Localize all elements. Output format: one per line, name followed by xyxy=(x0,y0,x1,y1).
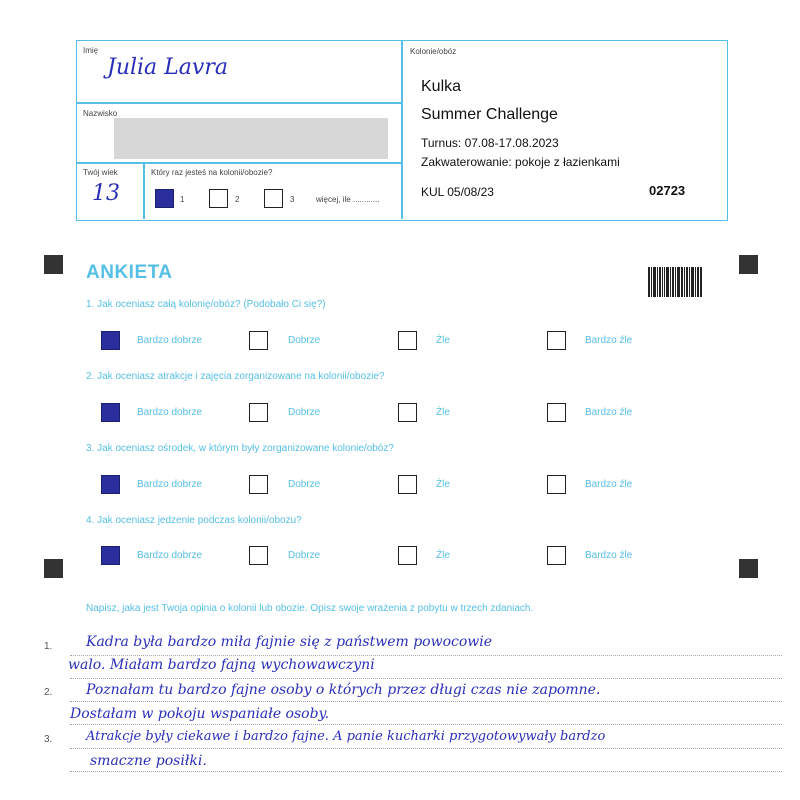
option-label: Dobrze xyxy=(288,479,321,490)
answer-line xyxy=(70,701,782,702)
q3-option-zle-checkbox[interactable] xyxy=(398,475,417,494)
answer-text: Kadra była bardzo miła fajnie się z państwem powocowie xyxy=(86,634,493,650)
header-rule xyxy=(77,102,401,104)
q3-option-bardzo-dobrze-checkbox[interactable] xyxy=(101,475,120,494)
visit-count-label: Który raz jesteś na kolonii/obozie? xyxy=(151,168,273,177)
q2-option-bardzo-zle-checkbox[interactable] xyxy=(547,403,566,422)
option-label: Bardzo źle xyxy=(585,407,633,418)
line-number: 1. xyxy=(44,641,53,652)
answer-text: Poznałam tu bardzo fajne osoby o których przez długi czas nie zapomne. xyxy=(86,682,601,698)
question-2: 2. Jak oceniasz atrakcje i zajęcia zorganizowane na kolonii/obozie? xyxy=(86,371,385,382)
option-label: Dobrze xyxy=(288,550,321,561)
q4-option-bardzo-dobrze-checkbox[interactable] xyxy=(101,546,120,565)
visit-count-option: 3 xyxy=(290,195,295,204)
answer-line xyxy=(70,655,782,656)
form-number: 02723 xyxy=(649,183,686,198)
visit-count-checkbox-2[interactable] xyxy=(209,189,228,208)
option-label: Bardzo źle xyxy=(585,335,633,346)
accommodation: Zakwaterowanie: pokoje z łazienkami xyxy=(421,155,620,169)
name-value: Julia Lavra xyxy=(107,55,228,80)
camp-program: Summer Challenge xyxy=(421,106,558,123)
camp-label: Kolonie/obóz xyxy=(410,47,457,56)
answer-line xyxy=(70,724,782,725)
option-label: Bardzo źle xyxy=(585,550,633,561)
age-value: 13 xyxy=(92,181,120,206)
registration-marker xyxy=(739,559,758,578)
q1-option-zle-checkbox[interactable] xyxy=(398,331,417,350)
barcode xyxy=(648,267,702,297)
answer-text: Dostałam w pokoju wspaniałe osoby. xyxy=(70,706,330,722)
registration-marker xyxy=(44,255,63,274)
header-rule xyxy=(77,162,401,164)
line-number: 3. xyxy=(44,734,53,745)
opinion-prompt: Napisz, jaka jest Twoja opinia o kolonii lub obozie. Opisz swoje wrażenia z pobytu w trzech zdaniach. xyxy=(86,603,534,614)
option-label: Bardzo dobrze xyxy=(137,479,203,490)
option-label: Dobrze xyxy=(288,407,321,418)
question-1: 1. Jak oceniasz całą kolonię/obóz? (Podobało Ci się?) xyxy=(86,299,326,310)
q4-option-zle-checkbox[interactable] xyxy=(398,546,417,565)
option-label: Bardzo źle xyxy=(585,479,633,490)
registration-marker xyxy=(44,559,63,578)
visit-count-option: 1 xyxy=(180,195,185,204)
option-label: Dobrze xyxy=(288,335,321,346)
q1-option-bardzo-dobrze-checkbox[interactable] xyxy=(101,331,120,350)
camp-name: Kulka xyxy=(421,78,462,95)
answer-line xyxy=(70,678,782,679)
answer-text: walo. Miałam bardzo fajną wychowawczyni xyxy=(68,657,375,673)
answer-text: Atrakcje były ciekawe i bardzo fajne. A panie kucharki przygotowywały bardzo xyxy=(86,729,606,744)
question-3: 3. Jak oceniasz ośrodek, w którym były zorganizowane kolonie/obóz? xyxy=(86,443,394,454)
redacted-surname xyxy=(114,118,388,159)
answer-line xyxy=(70,748,782,749)
q1-option-dobrze-checkbox[interactable] xyxy=(249,331,268,350)
visit-count-option: 2 xyxy=(235,195,240,204)
visit-count-option: więcej, ile ............ xyxy=(316,195,380,204)
option-label: Bardzo dobrze xyxy=(137,407,203,418)
age-label: Twój wiek xyxy=(83,168,118,177)
option-label: Źle xyxy=(436,550,450,561)
q2-option-dobrze-checkbox[interactable] xyxy=(249,403,268,422)
visit-count-checkbox-1[interactable] xyxy=(155,189,174,208)
option-label: Bardzo dobrze xyxy=(137,335,203,346)
camp-code: KUL 05/08/23 xyxy=(421,185,494,199)
q3-option-dobrze-checkbox[interactable] xyxy=(249,475,268,494)
visit-count-checkbox-3[interactable] xyxy=(264,189,283,208)
q2-option-zle-checkbox[interactable] xyxy=(398,403,417,422)
survey-title: ANKIETA xyxy=(86,262,173,283)
option-label: Źle xyxy=(436,479,450,490)
q3-option-bardzo-zle-checkbox[interactable] xyxy=(547,475,566,494)
answer-text: smaczne posiłki. xyxy=(90,753,207,769)
option-label: Źle xyxy=(436,335,450,346)
surname-label: Nazwisko xyxy=(83,109,118,118)
name-label: Imię xyxy=(83,46,99,55)
q4-option-dobrze-checkbox[interactable] xyxy=(249,546,268,565)
answer-line xyxy=(70,771,782,772)
header-divider xyxy=(401,41,403,219)
q4-option-bardzo-zle-checkbox[interactable] xyxy=(547,546,566,565)
turnus-dates: Turnus: 07.08-17.08.2023 xyxy=(421,136,559,150)
question-4: 4. Jak oceniasz jedzenie podczas kolonii/obozu? xyxy=(86,515,302,526)
line-number: 2. xyxy=(44,687,53,698)
header-rule xyxy=(143,162,145,219)
header-form xyxy=(76,40,728,221)
q1-option-bardzo-zle-checkbox[interactable] xyxy=(547,331,566,350)
registration-marker xyxy=(739,255,758,274)
option-label: Źle xyxy=(436,407,450,418)
q2-option-bardzo-dobrze-checkbox[interactable] xyxy=(101,403,120,422)
option-label: Bardzo dobrze xyxy=(137,550,203,561)
